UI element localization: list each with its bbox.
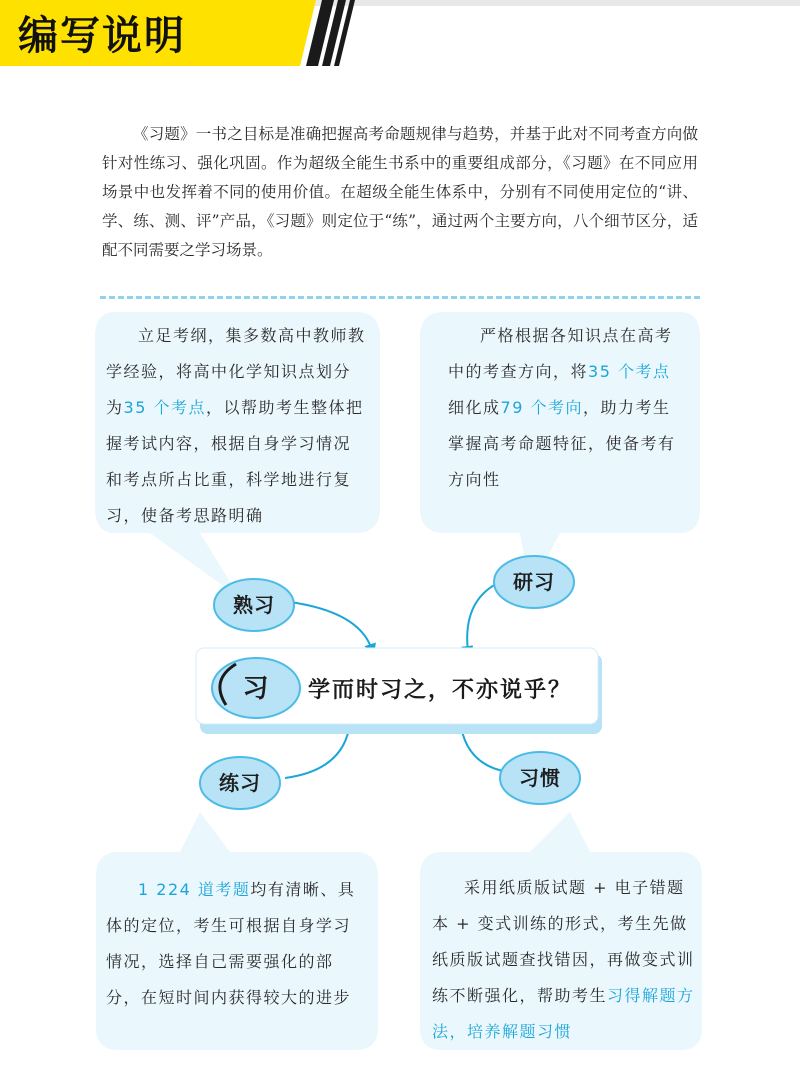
card-4-highlight: 习得解题方法，培养解题习惯 — [432, 986, 695, 1041]
card-2-text-1: 严格根据各知识点在高考中的考查方向，将 — [448, 326, 673, 381]
card-4-text: 采用纸质版试题 + 电子错题本 + 变式训练的形式，考生先做纸质版试题查找错因，再做变式训练不断强化，帮助考生 — [432, 878, 695, 1005]
card-3-highlight: 1 224 道考题 — [138, 880, 251, 899]
center-icon-char: 习 — [242, 674, 270, 704]
page-title: 编写说明 — [18, 13, 186, 59]
node-yanxi-label: 研习 — [513, 570, 555, 594]
connector-yanxi — [467, 582, 500, 652]
intro-paragraph: 《习题》一书之目标是准确把握高考命题规律与趋势，并基于此对不同考查方向做针对性练习、强化巩固。作为超级全能生书系中的重要组成部分，《习题》在不同应用场景中也发挥着不同的使用价值。在超级全能生体系中，分别有不同使用定位的“讲、学、练、测、评”产品，《习题》则定位于“练”，通过两个主要方向，八个细节区分，适配不同需要之学习场景。 — [102, 125, 698, 259]
card-kaoti — [106, 872, 368, 1016]
card-kaodian — [106, 318, 368, 534]
card-1-text-1: 立足考纲，集多数高中教师教学经验，将高中化学知识点划分为 — [106, 326, 366, 417]
card-2-highlight-2: 79 个考向 — [500, 398, 583, 417]
card-xiguan — [432, 870, 700, 1050]
card-1-highlight: 35 个考点 — [123, 398, 206, 417]
connector-shuxi — [290, 602, 372, 650]
card-2-highlight-1: 35 个考点 — [588, 362, 671, 381]
card-kaoxiang — [448, 318, 678, 498]
center-motto: 学而时习之，不亦说乎？ — [308, 678, 573, 703]
node-xiguan-label: 习惯 — [519, 766, 561, 790]
node-shuxi-label: 熟习 — [233, 593, 275, 617]
card-2-text-3: ，助力考生掌握高考命题特征，使备考有方向性 — [448, 398, 676, 489]
card-1-text-2: ，以帮助考生整体把握考试内容，根据自身学习情况和考点所占比重，科学地进行复习，使备考思路明确 — [106, 398, 364, 525]
card-2-text-2: 细化成 — [448, 398, 501, 417]
node-lianxi-label: 练习 — [219, 771, 261, 795]
card-3-text: 均有清晰、具体的定位，考生可根据自身学习情况，选择自己需要强化的部分，在短时间内获得较大的进步 — [106, 880, 356, 1007]
